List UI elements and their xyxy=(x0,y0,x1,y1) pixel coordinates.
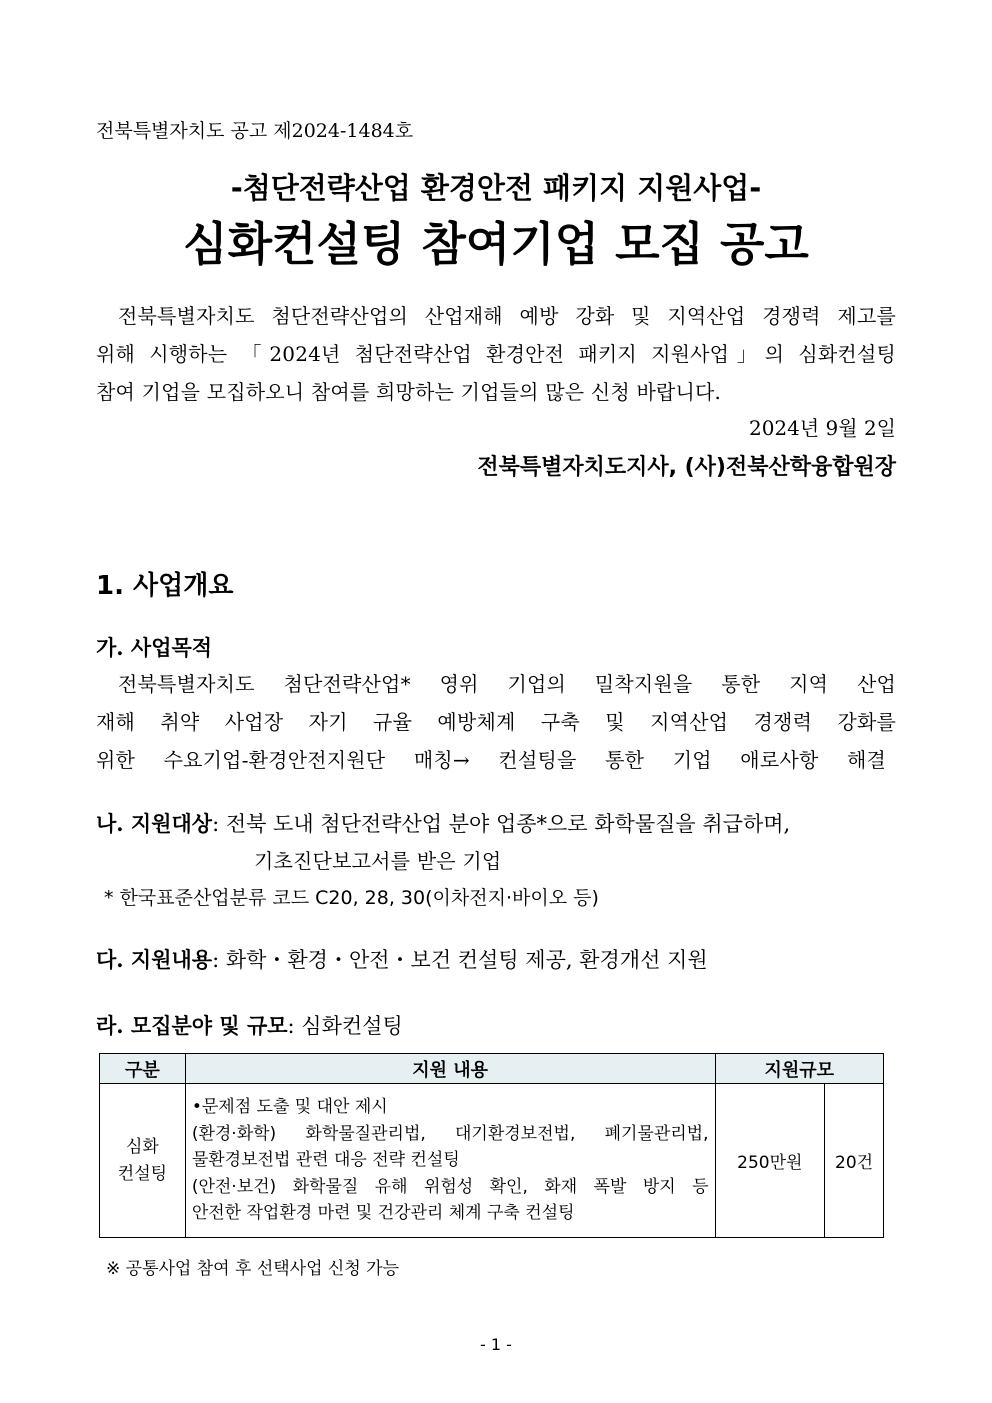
header-category: 구분 xyxy=(100,1054,186,1084)
notice-number: 전북특별자치도 공고 제2024-1484호 xyxy=(96,120,414,142)
target-footnote: * 한국표준산업분류 코드 C20, 28, 30(이차전지·바이오 등) xyxy=(104,887,599,909)
count-cell: 20건 xyxy=(825,1084,884,1238)
target-text-continued: 기초진단보고서를 받은 기업 xyxy=(254,849,502,873)
document-title: 심화컨설팅 참여기업 모집 공고 xyxy=(183,217,809,271)
content-line: (안전·보건) 화학물질 유해 위험성 확인, 화재 폭발 방지 등 xyxy=(191,1176,709,1197)
content-label: 다. 지원내용 xyxy=(96,947,213,972)
header-scale: 지원규모 xyxy=(715,1054,884,1084)
target-row xyxy=(96,808,790,838)
field-row xyxy=(96,1010,403,1040)
category-line: 컨설팅 xyxy=(117,1163,168,1184)
content-row xyxy=(96,944,708,974)
category-line: 심화 xyxy=(125,1136,159,1157)
content-line: 안전한 작업환경 마련 및 건강관리 체계 구축 컨설팅 xyxy=(191,1203,575,1224)
purpose-line: 전북특별자치도 첨단전략산업* 영위 기업의 밀착지원을 통한 지역 산업 xyxy=(118,672,896,696)
field-label: 라. 모집분야 및 규모 xyxy=(96,1013,288,1038)
table-note: ※ 공통사업 참여 후 선택사업 신청 가능 xyxy=(106,1259,399,1279)
document-subtitle: -첨단전략산업 환경안전 패키지 지원사업- xyxy=(230,171,762,205)
content-line: (환경·화학) 화학물질관리법, 대기환경보전법, 폐기물관리법, xyxy=(191,1123,709,1144)
intro-line: 전북특별자치도 첨단전략산업의 산업재해 예방 강화 및 지역산업 경쟁력 제고를 xyxy=(118,304,896,328)
header-content: 지원 내용 xyxy=(185,1054,715,1084)
page-number: - 1 - xyxy=(480,1335,512,1354)
signatory: 전북특별자치도지사, (사)전북산학융합원장 xyxy=(477,455,896,480)
purpose-line: 위한 수요기업-환경안전지원단 매칭→ 컨설팅을 통한 기업 애로사항 해결 xyxy=(96,748,886,772)
content-cell xyxy=(185,1084,715,1238)
content-text: : 화학・환경・안전・보건 컨설팅 제공, 환경개선 지원 xyxy=(212,948,708,972)
section-heading: 1. 사업개요 xyxy=(96,571,234,601)
intro-line: 위해 시행하는 「2024년 첨단전략산업 환경안전 패키지 지원사업」의 심화컨설팅 xyxy=(96,342,896,366)
purpose-line: 재해 취약 사업장 자기 규율 예방체계 구축 및 지역산업 경쟁력 강화를 xyxy=(96,710,896,734)
field-text: : 심화컨설팅 xyxy=(287,1014,403,1038)
purpose-heading: 가. 사업목적 xyxy=(96,635,213,660)
table-header-row xyxy=(100,1054,884,1084)
content-line: 물환경보전법 관련 대응 전략 컨설팅 xyxy=(191,1150,460,1171)
amount-cell: 250만원 xyxy=(715,1084,825,1238)
content-line: •문제점 도출 및 대안 제시 xyxy=(191,1097,388,1118)
target-label: 나. 지원대상 xyxy=(96,811,213,836)
notice-date: 2024년 9월 2일 xyxy=(748,416,896,440)
target-text: : 전북 도내 첨단전략산업 분야 업종*으로 화학물질을 취급하며, xyxy=(212,812,791,836)
category-cell xyxy=(100,1084,186,1238)
table-row xyxy=(100,1084,884,1238)
support-table xyxy=(99,1053,884,1238)
intro-line: 참여 기업을 모집하오니 참여를 희망하는 기업들의 많은 신청 바랍니다. xyxy=(96,380,722,404)
